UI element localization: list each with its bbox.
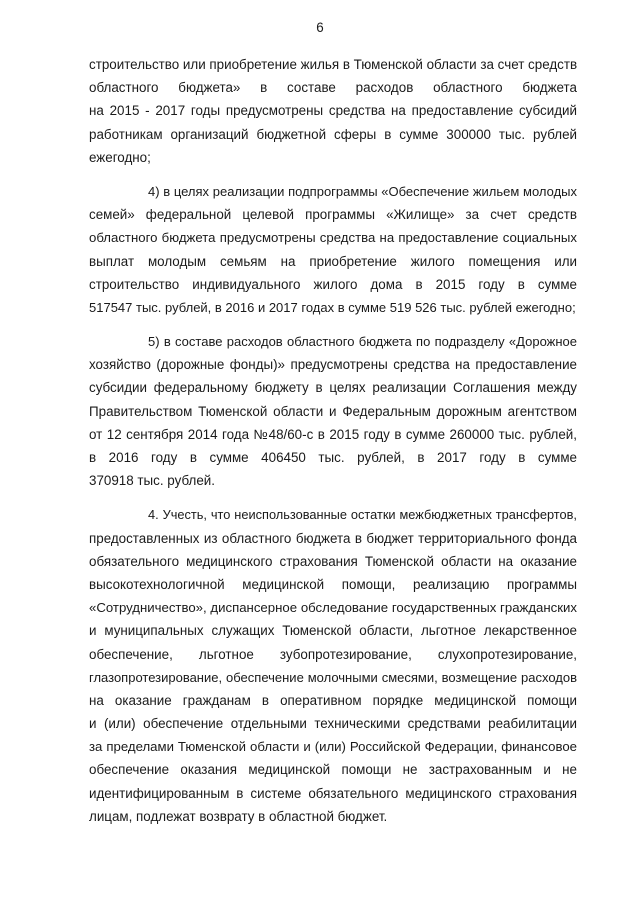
text-line: на 2015 - 2017 годы предусмотрены средства на предоставление субсидий	[89, 103, 577, 119]
paragraph-young-families	[89, 180, 577, 319]
text-line: семей» федеральной целевой программы «Жилище» за счет средств	[89, 207, 577, 223]
text-line: идентифицированным в системе обязательного медицинского страхования	[89, 785, 577, 801]
text-line: областного бюджета предусмотрены средства на предоставление социальных	[89, 230, 577, 246]
text-line: выплат молодым семьям на приобретение жилого помещения или	[89, 253, 577, 269]
text-line: работникам организаций бюджетной сферы в сумме 300000 тыс. рублей	[89, 126, 577, 142]
text-line: обеспечение оказания медицинской помощи не застрахованным и не	[89, 762, 577, 778]
text-line: и (или) обеспечение отдельными техническими средствами реабилитации	[89, 716, 577, 732]
text-line: в 2016 году в сумме 406450 тыс. рублей, в 2017 году в сумме	[89, 450, 577, 465]
text-line: предоставленных из областного бюджета в бюджет территориального фонда	[89, 530, 577, 546]
text-line: хозяйство (дорожные фонды)» предусмотрены средства на предоставление	[89, 357, 577, 373]
text-line: 517547 тыс. рублей, в 2016 и 2017 годах в сумме 519 526 тыс. рублей ежегодно;	[89, 299, 576, 315]
paragraph-housing-subsidies	[89, 53, 577, 169]
text-line: «Сотрудничество», диспансерное обследование государственных гражданских	[89, 600, 577, 616]
text-line: 4. Учесть, что неиспользованные остатки межбюджетных трансфертов,	[148, 507, 577, 523]
text-line: от 12 сентября 2014 года №48/60-с в 2015 году в сумме 260000 тыс. рублей,	[89, 426, 577, 442]
text-line: за пределами Тюменской области и (или) Российской Федерации, финансовое	[89, 739, 577, 755]
paragraph-road-funds	[89, 330, 577, 492]
text-line: обеспечение, льготное зубопротезирование, слухопротезирование,	[89, 646, 577, 662]
text-line: глазопротезирование, обеспечение молочными смесями, возмещение расходов	[89, 669, 577, 685]
text-line: на оказание гражданам в оперативном порядке медицинской помощи	[89, 692, 577, 708]
text-line: строительство или приобретение жилья в Тюменской области за счет средств	[89, 57, 578, 72]
text-line: и муниципальных служащих Тюменской области, льготное лекарственное	[89, 623, 577, 639]
paragraph-unused-transfers	[89, 503, 577, 828]
document-body	[89, 53, 577, 828]
text-line: 370918 тыс. рублей.	[89, 473, 215, 489]
text-line: Правительством Тюменской области и Федеральным дорожным агентством	[89, 403, 577, 419]
text-line: строительство индивидуального жилого дома в 2015 году в сумме	[89, 276, 577, 292]
text-line: областного бюджета» в составе расходов областного бюджета	[89, 80, 577, 96]
text-line: субсидии федеральному бюджету в целях реализации Соглашения между	[89, 380, 577, 396]
text-line: ежегодно;	[89, 149, 151, 165]
page-number: 6	[316, 20, 324, 35]
text-line: 4) в целях реализации подпрограммы «Обеспечение жильем молодых	[148, 183, 577, 199]
text-line: лицам, подлежат возврату в областной бюджет.	[89, 808, 388, 824]
text-line: 5) в составе расходов областного бюджета по подразделу «Дорожное	[148, 334, 577, 350]
text-line: обязательного медицинского страхования Тюменской области на оказание	[89, 553, 577, 569]
text-line: высокотехнологичной медицинской помощи, реализацию программы	[89, 576, 577, 592]
